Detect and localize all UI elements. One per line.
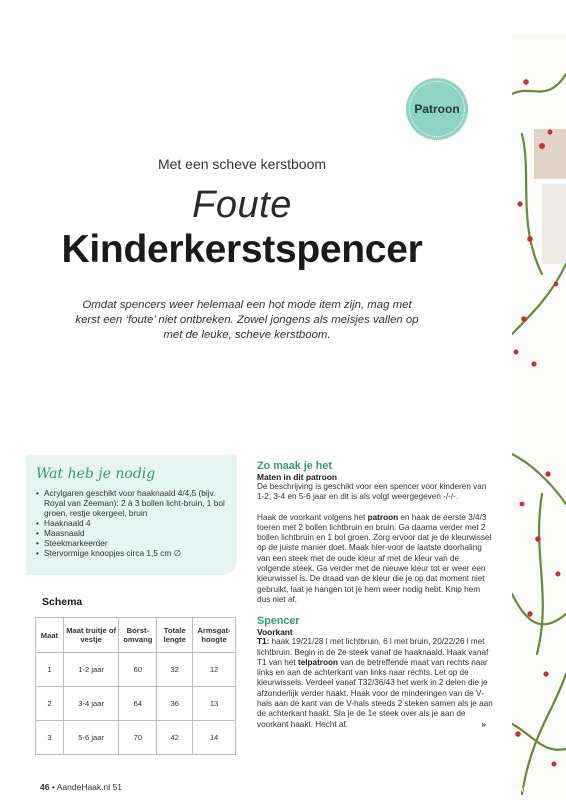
materials-box	[26, 455, 237, 575]
materials-list	[36, 488, 229, 558]
materials-item: • Acrylgaren geschikt voor haaknaald 4/4,5 (bijv. Royal van Zeeman): 2 à 3 bollen licht-bruin, 1 bol groen, restje okergeel, bruin	[36, 488, 229, 518]
title-script: Foute	[192, 184, 292, 226]
size-table	[35, 617, 236, 755]
row-label: T1:	[257, 637, 270, 647]
table-cell: 36	[157, 687, 193, 721]
materials-item: • Haaknaald 4	[36, 518, 229, 528]
subsection-heading: Maten in dit patroon	[257, 472, 338, 482]
table-cell: 1-2 jaar	[63, 653, 119, 687]
schema-title: Schema	[42, 596, 83, 608]
color-paragraph	[257, 513, 494, 606]
table-header: Totale lengte	[157, 618, 193, 653]
continue-arrow: »	[481, 719, 486, 729]
table-cell: 3-4 jaar	[63, 687, 119, 721]
paragraph-bold: telpatroon	[297, 657, 338, 667]
table-cell: 1	[36, 653, 64, 687]
spencer-heading: Spencer	[257, 615, 300, 628]
article-subtitle: Met een scheve kerstboom	[157, 156, 327, 172]
branch-photo	[512, 34, 566, 800]
table-header: Maat	[36, 618, 64, 653]
paragraph-text: van de betreffende maat van rechts naar links en aan de achterkant van links naar rechts. Let op de kleurwissels. Verdeel vanaf T32/36/43 het werk in 2 delen die je afzonderlijk verder haakt. Haak voor de minderingen van de V-hals aan de kant van de V-hals steeds 2 steken samen als je aan de achterkant haakt. Sla je de 1e steek over als je aan de voorkant haakt. Hecht af.	[257, 657, 493, 729]
table-cell: 64	[119, 687, 157, 721]
table-cell: 12	[193, 653, 236, 687]
table-row	[36, 653, 236, 687]
paragraph-bold: patroon	[367, 512, 399, 522]
branch-illustration	[512, 34, 566, 800]
table-row	[36, 721, 236, 755]
intro-text: Omdat spencers weer helemaal een hot mode item zijn, mag met kerst een ‘foute’ niet ontbreken. Zowel jongens als meisjes vallen op met de leuke, scheve kerstboom.	[75, 299, 419, 341]
table-cell: 2	[36, 687, 64, 721]
table-cell: 42	[157, 721, 193, 755]
table-cell: 14	[193, 721, 236, 755]
section-heading: Zo maak je het	[257, 460, 333, 472]
badge-label: Patroon	[414, 102, 460, 116]
table-cell: 60	[119, 653, 157, 687]
paragraph-text: en haak de eerste 3/4/3 toeren met 2 bollen lichtbruin en bruin. Ga daarna verder met 2 bollen lichtbruin en 1 bol groen. Zorg ervoor dat je de kleurwissel op de juiste manier doet. Maak hier-voor de laatste doorhaling van een steek met de oude kleur af met de kleur van de volgende steek. Ga verder met de nieuwe kleur tot er weer een kleurwissel is. De draad van de kleur die je op dat moment niet gebruikt, laat je hangen tot je hem weer nodig hebt. Knip hem dus niet af.	[257, 512, 492, 604]
article-title: Kinderkerstspencer	[61, 228, 423, 271]
materials-item: • Stervormige knoopjes circa 1,5 cm ∅	[36, 548, 229, 558]
paragraph-text: Haak de voorkant volgens het	[257, 512, 368, 522]
magazine-name: AandeHaak.nl 51	[56, 782, 122, 792]
footer-separator: •	[51, 782, 55, 792]
pattern-badge	[406, 78, 468, 140]
table-header: Maat truitje of vestje	[63, 618, 119, 653]
table-row	[36, 687, 236, 721]
voorkant-heading: Voorkant	[257, 627, 293, 638]
paragraph-text: haak 19/21/28 l met lichtbruin, 6 l met bruin, 20/22/26 l met lichtbruin. Begin in de 2e steek vanaf de haaknaald. Haak vanaf T1 van het	[257, 637, 489, 667]
table-cell: 70	[119, 721, 157, 755]
sizes-paragraph: De beschrijving is geschikt voor een spencer voor kinderen van 1-2, 3-4 en 5-6 jaar en dit is als volgt weergegeven -/-/-.	[257, 482, 487, 502]
table-header: Armsgat-hoogte	[193, 618, 236, 653]
table-header-row	[36, 618, 236, 653]
instructions-column	[257, 460, 494, 730]
materials-item: • Maasnaald	[36, 528, 229, 538]
table-cell: 3	[36, 721, 64, 755]
table-cell: 32	[157, 653, 193, 687]
materials-item: • Steekmarkeerder	[36, 538, 229, 548]
page-number: 46	[40, 782, 50, 792]
table-cell: 5-6 jaar	[63, 721, 119, 755]
table-header: Borst-omvang	[119, 618, 157, 653]
watermark: PassionForum.ru	[472, 785, 536, 794]
t1-paragraph	[257, 637, 494, 730]
materials-title: Wat heb je nodig	[36, 466, 156, 482]
table-cell: 13	[193, 687, 236, 721]
page-footer	[40, 782, 122, 792]
